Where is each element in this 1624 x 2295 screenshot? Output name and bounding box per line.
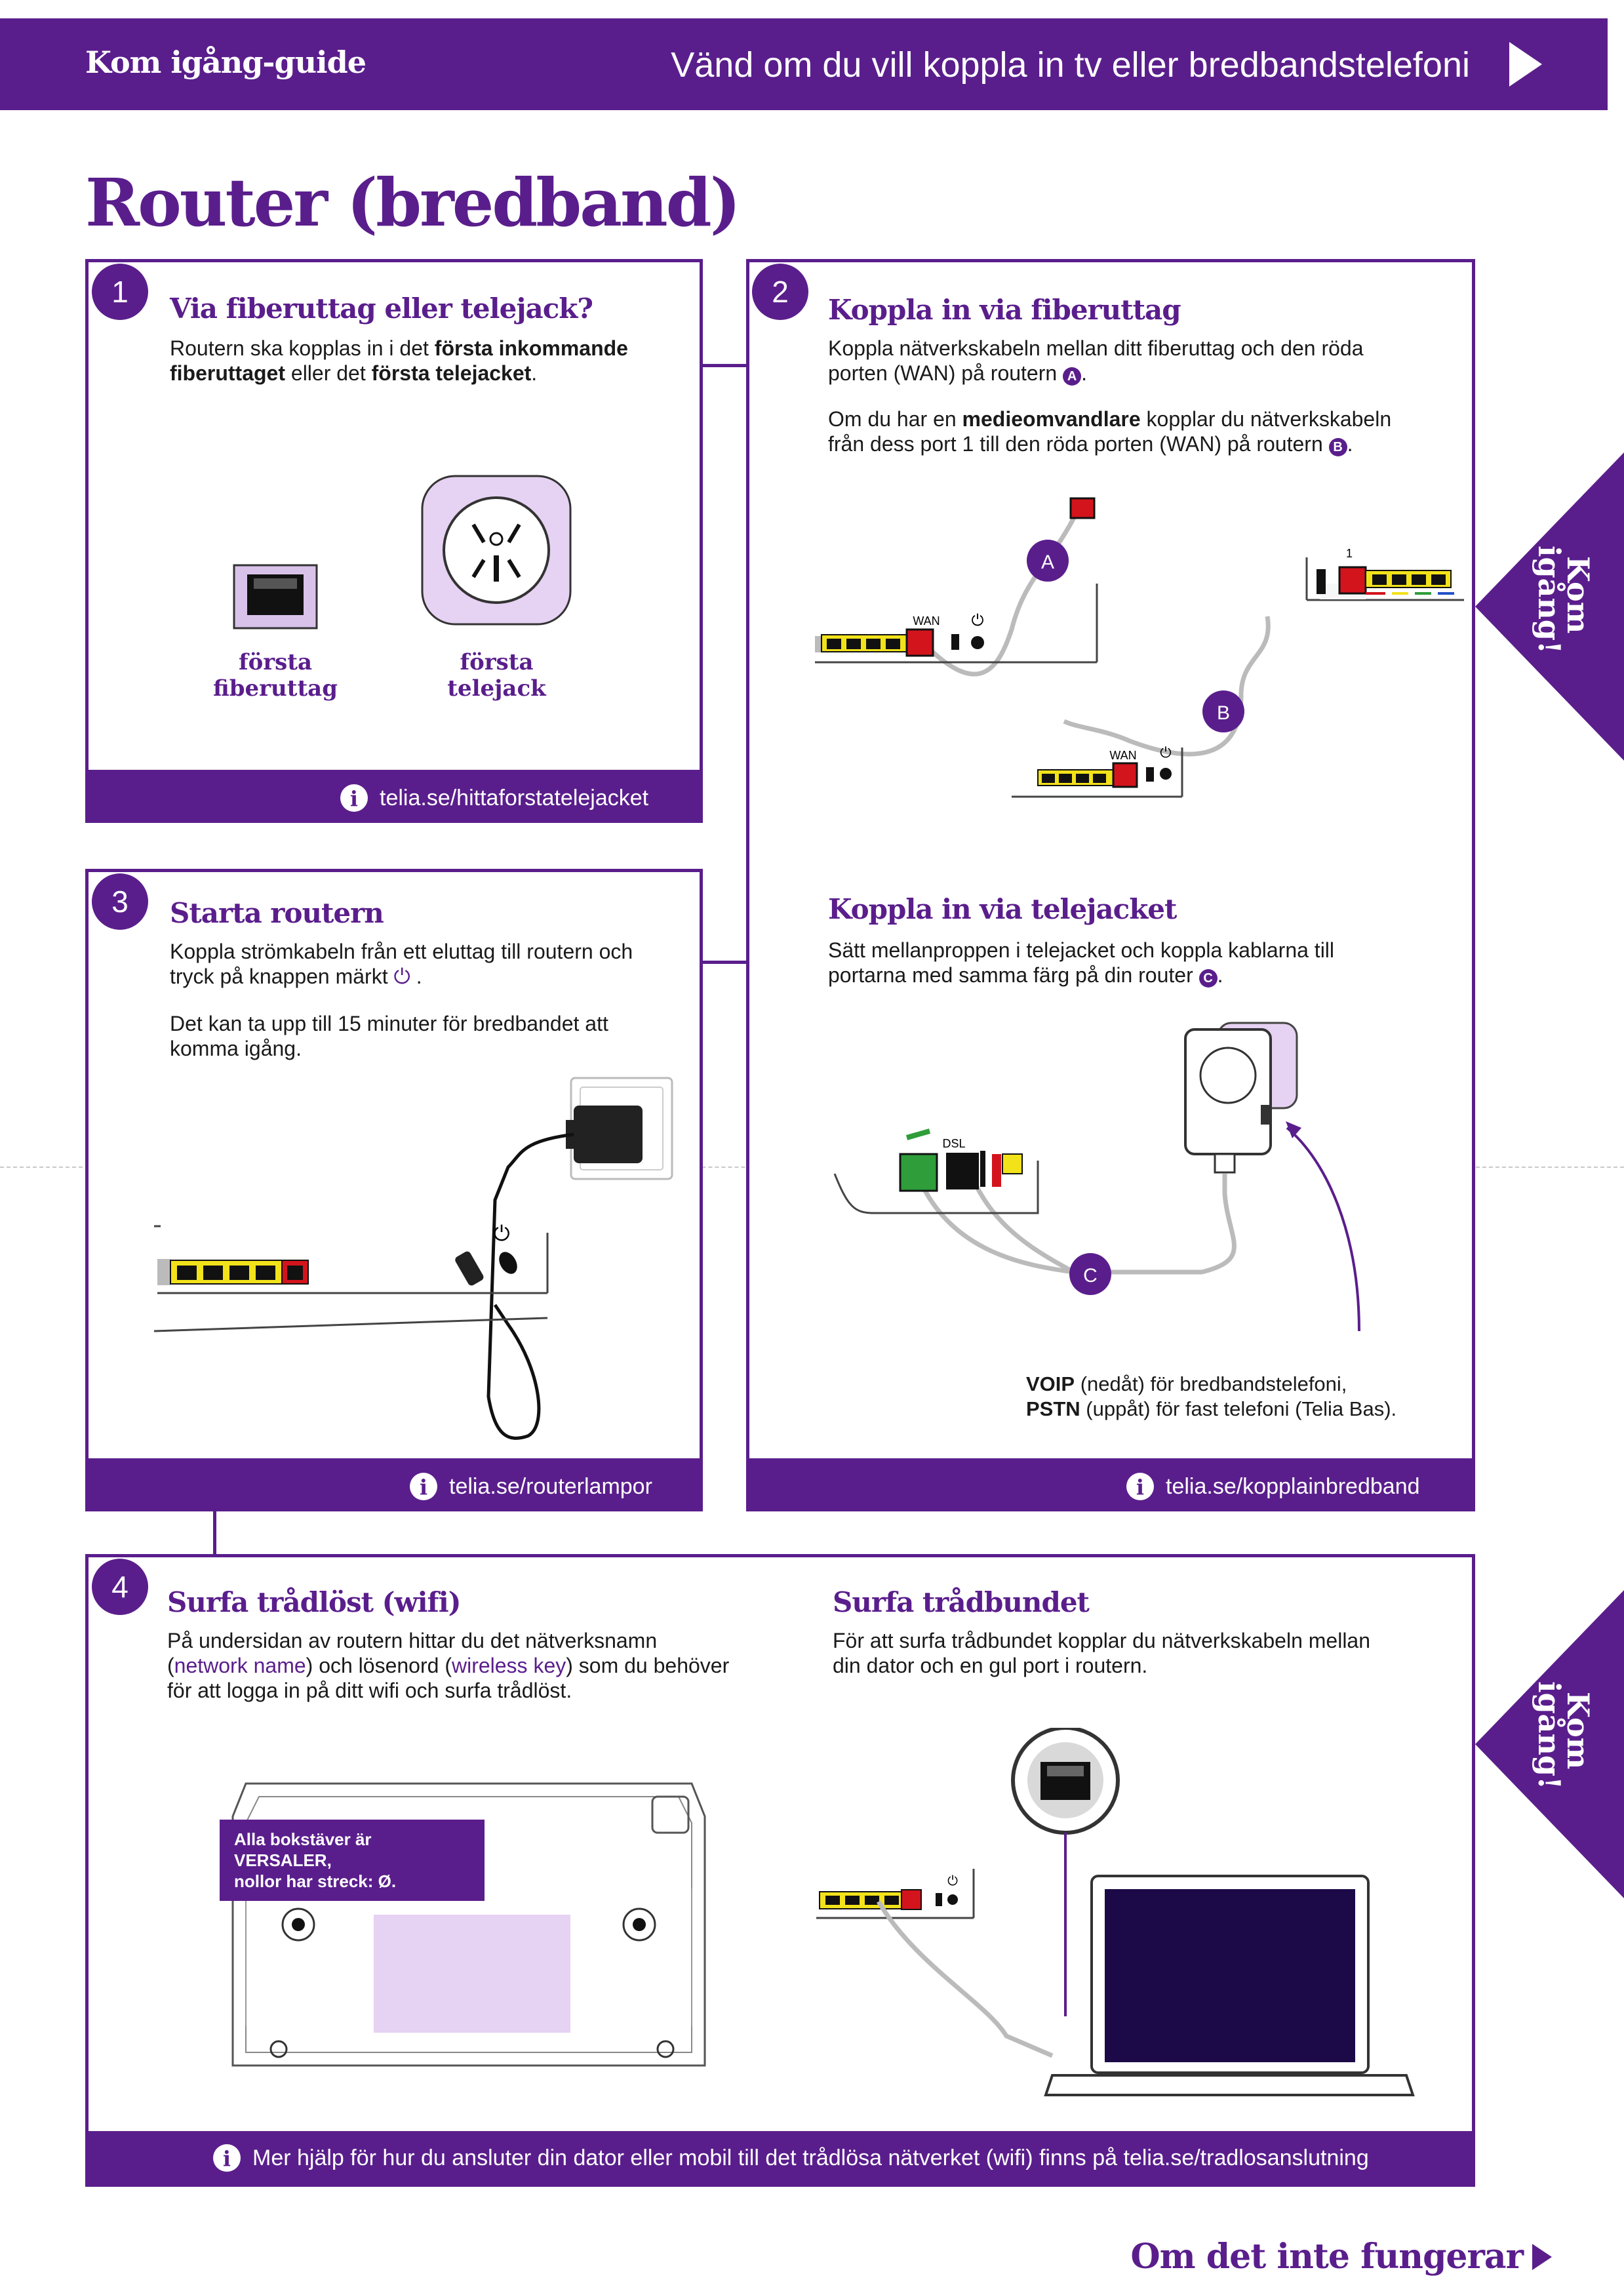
label-fiber-1: första (238, 649, 313, 675)
step4-footer (89, 2131, 1472, 2184)
fiber-port-icon (233, 564, 318, 629)
step2-heading: Koppla in via fiberuttag (828, 294, 1181, 326)
step3-heading: Starta routern (170, 897, 384, 929)
step1-heading: Via fiberuttag eller telejack? (170, 292, 593, 325)
svg-text:1: 1 (1345, 547, 1353, 560)
info-icon: i (213, 2144, 241, 2172)
header-left: Kom igång-guide (85, 45, 366, 80)
step3-text2: Det kan ta upp till 15 minuter för bredbandet att komma igång. (170, 1012, 608, 1060)
panel-step1 (85, 259, 703, 823)
badge-b: B (1216, 702, 1231, 724)
step3-text1: Koppla strömkabeln från ett eluttag till routern och tryck på knappen märkt ⏻ . (170, 940, 633, 989)
step3-link[interactable]: i telia.se/routerlampor (410, 1473, 652, 1500)
power-icon: ⏻ (393, 964, 410, 989)
step4-link[interactable]: i Mer hjälp för hur du ansluter din dator eller mobil till det trådlösa nätverket (wifi) finns på telia.se/tradlosanslutning (213, 2144, 1369, 2172)
info-icon: i (1126, 1473, 1154, 1500)
step4-heading: Surfa trådlöst (wifi) (167, 1586, 461, 1618)
side-tab-line1-b: Kom (1560, 1692, 1596, 1770)
telejack-icon (420, 473, 573, 627)
connector-3-4 (213, 1508, 216, 1554)
info-icon: i (340, 784, 368, 812)
step1-text: Routern ska kopplas in i det första inkommande fiberuttaget eller det första telejacket. (170, 336, 628, 385)
svg-text:⏻: ⏻ (947, 1873, 958, 1888)
panel-step2 (746, 259, 1475, 1511)
power-diagram (154, 1069, 692, 1462)
label-jack-2: telejack (447, 675, 546, 702)
step2-heading2: Koppla in via telejacket (828, 893, 1177, 925)
connector-3-2 (700, 961, 747, 964)
panel-step3 (85, 869, 703, 1511)
step4-heading2: Surfa trådbundet (833, 1586, 1089, 1618)
header-right: Vänd om du vill koppla in tv eller bredbandstelefoni (671, 45, 1470, 85)
bottom-link[interactable]: Om det inte fungerar (1130, 2237, 1552, 2277)
note-versaler: Alla bokstäver är VERSALER, nollor har streck: Ø. (220, 1820, 485, 1901)
label-jack-1: första (460, 649, 534, 675)
svg-text:⏻: ⏻ (971, 611, 984, 629)
step3-footer (89, 1458, 700, 1508)
step1-footer (89, 770, 700, 820)
label-fiber-2: fiberuttag (213, 675, 338, 702)
svg-text:DSL: DSL (942, 1137, 966, 1150)
svg-text:⏻: ⏻ (1160, 745, 1172, 761)
fiber-diagram (815, 485, 1471, 852)
play-arrow-icon[interactable] (1509, 42, 1542, 87)
info-icon: i (410, 1473, 437, 1500)
badge-c: C (1083, 1265, 1098, 1287)
connector-1-2 (700, 364, 747, 367)
step1-link[interactable]: i telia.se/hittaforstatelejacket (340, 784, 648, 812)
step2-footer (749, 1458, 1472, 1508)
step4-text1: På undersidan av routern hittar du det nätverksnamn (network name) och lösenord (wireless key) som du behöver för att logga in på ditt wifi och surfa trådlöst. (167, 1629, 730, 1702)
badge-a: A (1040, 551, 1055, 573)
wired-diagram (816, 1728, 1472, 2121)
step4-text2: För att surfa trådbundet kopplar du nätverkskabeln mellan din dator och en gul port i routern. (833, 1629, 1371, 1677)
step2-text2: Om du har en medieomvandlare kopplar du nätverkskabeln från dess port 1 till den röda porten (WAN) på routern B . (828, 407, 1392, 456)
svg-text:WAN: WAN (1109, 749, 1137, 762)
step2-text3: Sätt mellanproppen i telejacket och koppla kablarna till portarna med samma färg på din router C . (828, 938, 1335, 987)
side-tab-line2: igång! (1532, 546, 1567, 654)
svg-text:⏻: ⏻ (493, 1221, 510, 1246)
side-tab-line1: Kom (1560, 556, 1596, 634)
page-title: Router (bredband) (85, 164, 739, 241)
step2-text4: VOIP (nedåt) för bredbandstelefoni, PSTN (uppåt) för fast telefoni (Telia Bas). (1026, 1372, 1397, 1420)
step2-link[interactable]: i telia.se/kopplainbredband (1126, 1473, 1420, 1500)
header-bar (0, 18, 1608, 110)
panel-step4 (85, 1554, 1475, 2187)
step3-number: 3 (92, 873, 148, 930)
step4-number: 4 (92, 1559, 148, 1615)
svg-text:WAN: WAN (913, 614, 940, 628)
side-tab-line2-b: igång! (1532, 1681, 1567, 1790)
step1-number: 1 (92, 264, 148, 320)
play-arrow-icon (1532, 2244, 1552, 2270)
step2-text1: Koppla nätverkskabeln mellan ditt fiberuttag och den röda porten (WAN) på routern A . (828, 336, 1364, 385)
telejack-diagram (808, 1016, 1464, 1357)
step2-number: 2 (752, 264, 808, 320)
